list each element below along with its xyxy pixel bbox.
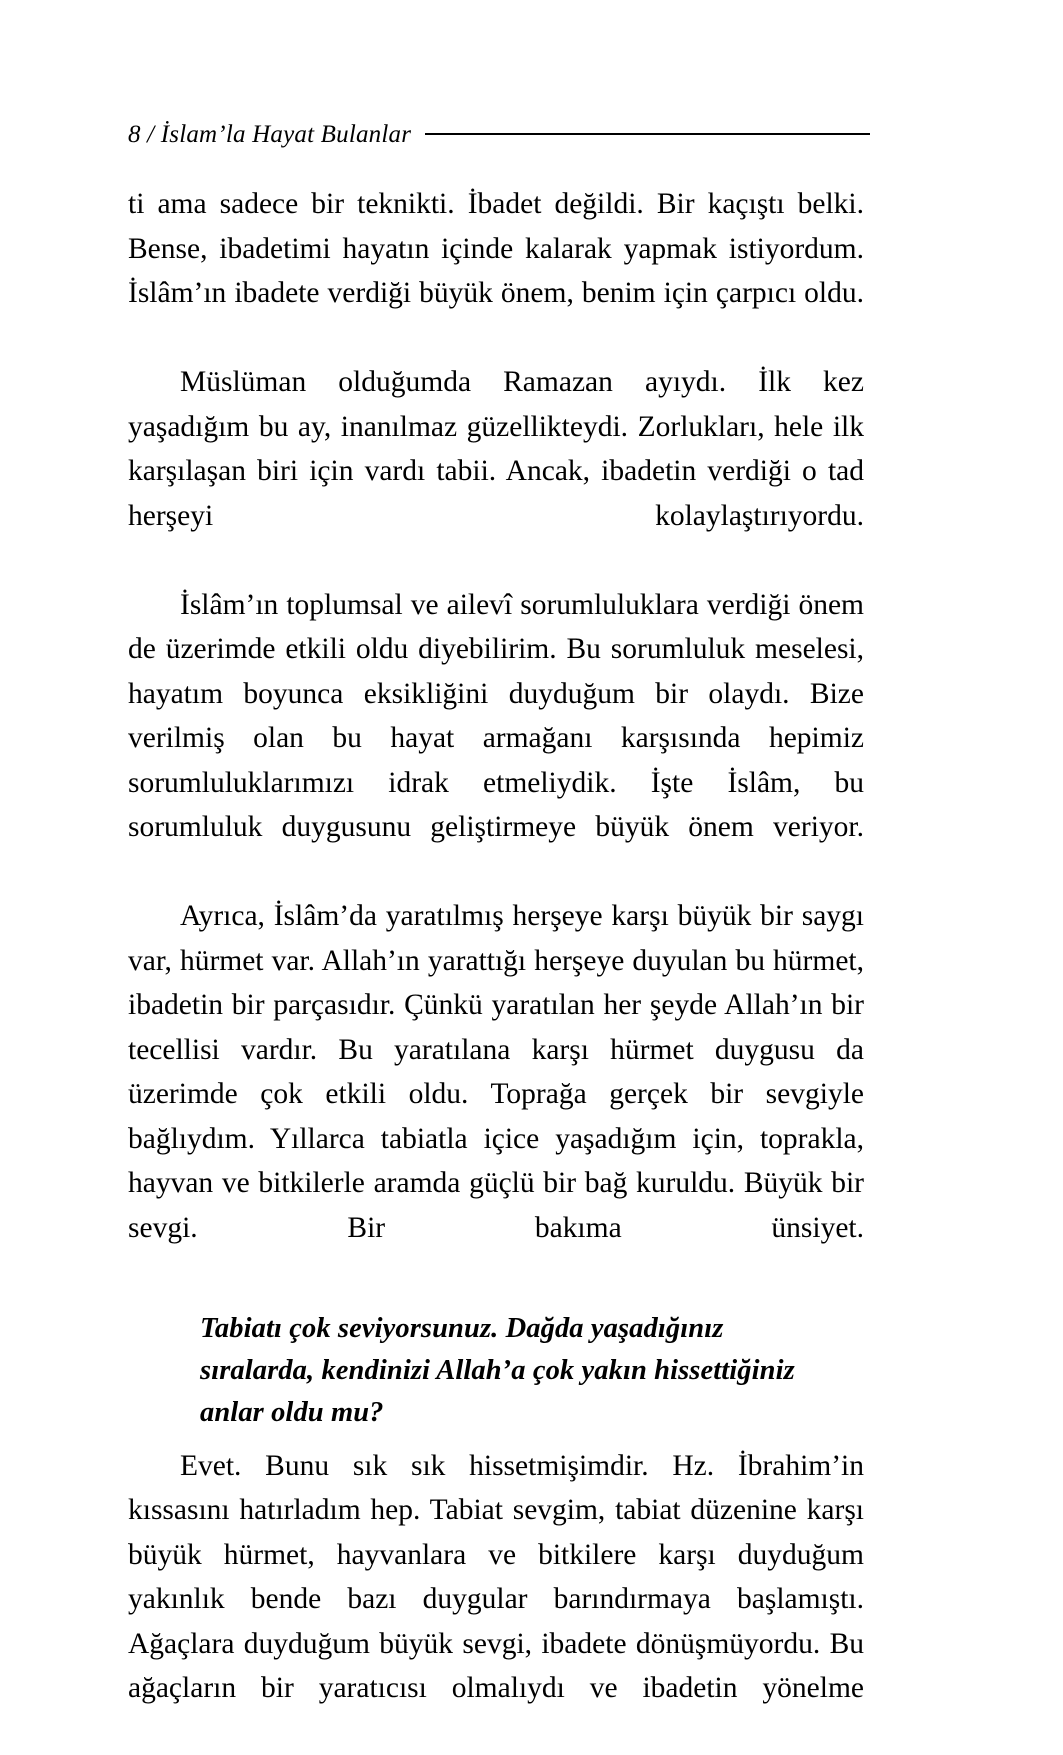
paragraph-saygi-hurmet: Ayrıca, İslâm’da yaratılmış herşeye karşı büyük bir saygı var, hürmet var. Allah’ın yarattığı herşeye duyulan bu hürmet, ibadetin bir parçasıdır. Çünkü yaratılan her şeyde Allah’ın bir tecellisi vardır. Bu yaratılana karşı hürmet duygusu da üzerimde çok etkili oldu. Toprağa gerçek bir sevgiyle bağlıydım. Yıllarca tabiatla içice yaşadığım için, toprakla, hayvan ve bitkilerle aramda güçlü bir bağ kuruldu. Büyük bir sevgi. Bir bakıma ünsiyet. [128, 894, 864, 1295]
paragraph-sorumluluk: İslâm’ın toplumsal ve ailevî sorumluluklara verdiği önem de üzerimde etkili oldu diyebilirim. Bu sorumluluk meselesi, hayatım boyunca eksikliğini duyduğum bir olaydı. Bize verilmiş olan bu hayat armağanı karşısında hepimiz sorumluluklarımızı idrak etmeliydik. İşte İslâm, bu sorumluluk duygusunu geliştirmeye büyük önem veriyor. [128, 583, 864, 895]
header-rule [425, 133, 870, 135]
paragraph-ramazan: Müslüman olduğumda Ramazan ayıydı. İlk kez yaşadığım bu ay, inanılmaz güzellikteydi. Zorlukları, hele ilk karşılaşan biri için vardı tabii. Ancak, ibadetin verdiği o tad herşeyi kolaylaştırıyordu. [128, 360, 864, 583]
paragraph-answer: Evet. Bunu sık sık hissetmişimdir. Hz. İbrahim’in kıssasını hatırladım hep. Tabiat sevgim, tabiat düzenine karşı büyük hürmet, hayvanlara ve bitkilere karşı duyduğum yakınlık bende bazı duygular barındırmaya başlamıştı. Ağaçlara duyduğum büyük sevgi, ibadete dönüşmüyordu. Bu ağaçların bir yaratıcısı olmalıydı ve ibadetin yönelme [128, 1444, 864, 1755]
interview-question: Tabiatı çok seviyorsunuz. Dağda yaşadığınız sıralarda, kendinizi Allah’a çok yakın hissettiğiniz anlar oldu mu? [128, 1308, 864, 1434]
page-body [128, 182, 864, 1755]
running-header [128, 118, 870, 152]
running-header-title: 8 / İslam’la Hayat Bulanlar [128, 118, 425, 152]
paragraph-continued: ti ama sadece bir teknikti. İbadet değildi. Bir kaçıştı belki. Bense, ibadetimi hayatın içinde kalarak yapmak istiyordum. İslâm’ın ibadete verdiği büyük önem, benim için çarpıcı oldu. [128, 182, 864, 360]
